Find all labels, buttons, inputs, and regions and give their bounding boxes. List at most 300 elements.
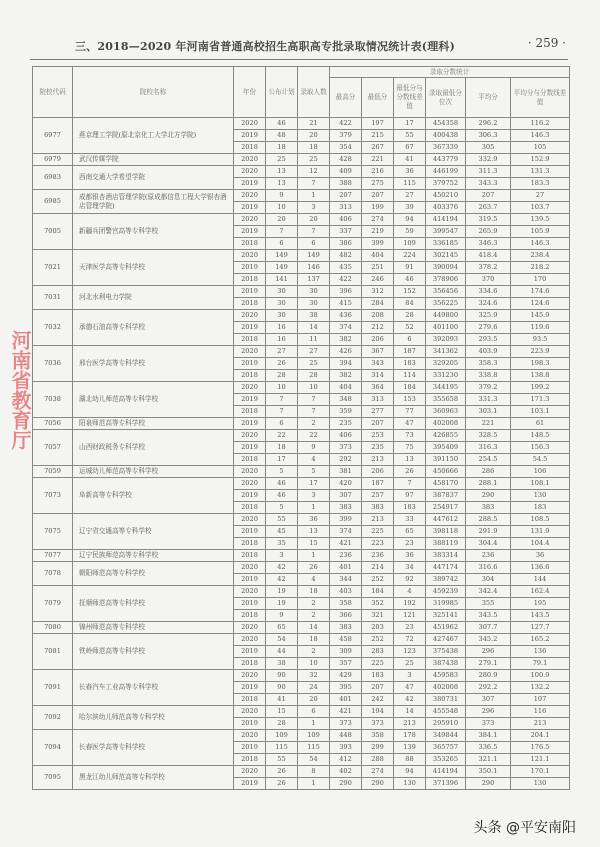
cell-admitted: 20 xyxy=(298,130,330,142)
cell-min-diff: 115 xyxy=(394,178,426,190)
cell-avg-diff: 213 xyxy=(511,718,570,730)
cell-avg: 304 xyxy=(466,574,511,586)
cell-max: 426 xyxy=(330,346,362,358)
cell-admitted: 27 xyxy=(298,346,330,358)
cell-plan: 54 xyxy=(266,634,298,646)
cell-year: 2019 xyxy=(234,418,266,430)
cell-avg: 288.1 xyxy=(466,478,511,490)
cell-max: 366 xyxy=(330,610,362,622)
school-code: 6983 xyxy=(33,166,73,190)
cell-avg: 334.6 xyxy=(466,286,511,298)
cell-avg-diff: 136 xyxy=(511,646,570,658)
cell-admitted: 2 xyxy=(298,418,330,430)
cell-plan: 18 xyxy=(266,142,298,154)
cell-admitted: 22 xyxy=(298,430,330,442)
header-min-diff: 最低分与分数线差值 xyxy=(394,78,426,118)
cell-avg: 319.5 xyxy=(466,214,511,226)
cell-admitted: 25 xyxy=(298,154,330,166)
table-row xyxy=(33,250,570,262)
table-row xyxy=(33,466,570,478)
cell-max: 409 xyxy=(330,166,362,178)
cell-avg: 370 xyxy=(466,274,511,286)
cell-avg: 379.2 xyxy=(466,382,511,394)
title-divider xyxy=(30,59,568,60)
cell-rank: 402008 xyxy=(426,682,466,694)
table-row xyxy=(33,154,570,166)
cell-admitted: 2 xyxy=(298,598,330,610)
cell-min: 299 xyxy=(362,742,394,754)
cell-max: 357 xyxy=(330,658,362,670)
cell-admitted: 9 xyxy=(298,442,330,454)
cell-year: 2018 xyxy=(234,454,266,466)
cell-rank: 355658 xyxy=(426,394,466,406)
cell-max: 373 xyxy=(330,442,362,454)
cell-min-diff: 7 xyxy=(394,478,426,490)
header-year: 年份 xyxy=(234,67,266,118)
cell-rank: 391150 xyxy=(426,454,466,466)
header-plan: 公布计划 xyxy=(266,67,298,118)
cell-min: 252 xyxy=(362,574,394,586)
cell-admitted: 137 xyxy=(298,274,330,286)
cell-admitted: 18 xyxy=(298,634,330,646)
cell-min-diff: 184 xyxy=(394,382,426,394)
cell-min-diff: 94 xyxy=(394,766,426,778)
cell-min: 283 xyxy=(362,646,394,658)
cell-avg-diff: 108.1 xyxy=(511,478,570,490)
cell-rank: 341362 xyxy=(426,346,466,358)
cell-max: 292 xyxy=(330,454,362,466)
cell-avg: 292.2 xyxy=(466,682,511,694)
cell-admitted: 1 xyxy=(298,550,330,562)
cell-year: 2020 xyxy=(234,466,266,478)
cell-min: 194 xyxy=(362,706,394,718)
cell-min-diff: 91 xyxy=(394,262,426,274)
school-name: 新疆兵团警官高等专科学校 xyxy=(73,214,234,250)
cell-plan: 19 xyxy=(266,598,298,610)
cell-max: 429 xyxy=(330,670,362,682)
school-name: 承德石油高等专科学校 xyxy=(73,310,234,346)
school-name: 武汉传媒学院 xyxy=(73,154,234,166)
cell-min-diff: 84 xyxy=(394,298,426,310)
cell-plan: 149 xyxy=(266,262,298,274)
cell-year: 2019 xyxy=(234,442,266,454)
cell-year: 2020 xyxy=(234,730,266,742)
cell-year: 2019 xyxy=(234,778,266,790)
cell-plan: 46 xyxy=(266,118,298,130)
cell-min: 352 xyxy=(362,598,394,610)
cell-year: 2018 xyxy=(234,658,266,670)
cell-min: 321 xyxy=(362,610,394,622)
cell-admitted: 1 xyxy=(298,718,330,730)
table-row xyxy=(33,190,570,202)
cell-year: 2019 xyxy=(234,358,266,370)
cell-avg: 290 xyxy=(466,490,511,502)
cell-avg: 296.2 xyxy=(466,118,511,130)
cell-min: 277 xyxy=(362,406,394,418)
cell-avg: 355 xyxy=(466,598,511,610)
cell-admitted: 21 xyxy=(298,118,330,130)
cell-rank: 458170 xyxy=(426,478,466,490)
cell-avg: 328.5 xyxy=(466,430,511,442)
header-min: 最低分 xyxy=(362,78,394,118)
cell-min: 358 xyxy=(362,730,394,742)
table-row xyxy=(33,730,570,742)
cell-min-diff: 3 xyxy=(394,670,426,682)
cell-avg-diff: 103.7 xyxy=(511,202,570,214)
cell-rank: 447174 xyxy=(426,562,466,574)
cell-min-diff: 97 xyxy=(394,490,426,502)
cell-admitted: 28 xyxy=(298,370,330,382)
cell-admitted: 5 xyxy=(298,466,330,478)
cell-max: 406 xyxy=(330,214,362,226)
cell-min: 314 xyxy=(362,370,394,382)
cell-min: 208 xyxy=(362,310,394,322)
cell-admitted: 20 xyxy=(298,214,330,226)
school-name: 阜新高等专科学校 xyxy=(73,478,234,514)
cell-max: 421 xyxy=(330,538,362,550)
cell-min: 343 xyxy=(362,358,394,370)
cell-avg-diff: 204.1 xyxy=(511,730,570,742)
cell-year: 2020 xyxy=(234,118,266,130)
cell-avg-diff: 198.3 xyxy=(511,358,570,370)
cell-year: 2020 xyxy=(234,214,266,226)
cell-max: 388 xyxy=(330,178,362,190)
cell-max: 309 xyxy=(330,646,362,658)
cell-avg: 316.3 xyxy=(466,442,511,454)
cell-max: 337 xyxy=(330,226,362,238)
school-name: 邢台医学高等专科学校 xyxy=(73,346,234,382)
school-name: 长春医学高等专科学校 xyxy=(73,730,234,766)
cell-max: 383 xyxy=(330,502,362,514)
cell-year: 2020 xyxy=(234,154,266,166)
cell-plan: 5 xyxy=(266,466,298,478)
school-code: 7021 xyxy=(33,250,73,286)
cell-max: 421 xyxy=(330,706,362,718)
cell-admitted: 6 xyxy=(298,706,330,718)
cell-rank: 451962 xyxy=(426,622,466,634)
cell-min-diff: 39 xyxy=(394,202,426,214)
cell-avg: 324.6 xyxy=(466,298,511,310)
cell-avg: 296 xyxy=(466,706,511,718)
cell-year: 2019 xyxy=(234,718,266,730)
cell-min: 404 xyxy=(362,250,394,262)
school-name: 河北水利电力学院 xyxy=(73,286,234,310)
table-body xyxy=(33,118,570,790)
cell-admitted: 149 xyxy=(298,250,330,262)
cell-rank: 402008 xyxy=(426,418,466,430)
table-row xyxy=(33,310,570,322)
cell-min-diff: 73 xyxy=(394,430,426,442)
cell-max: 374 xyxy=(330,322,362,334)
cell-rank: 450210 xyxy=(426,190,466,202)
cell-plan: 65 xyxy=(266,622,298,634)
cell-admitted: 2 xyxy=(298,610,330,622)
cell-plan: 35 xyxy=(266,538,298,550)
cell-min: 206 xyxy=(362,466,394,478)
cell-admitted: 30 xyxy=(298,286,330,298)
table-row xyxy=(33,634,570,646)
cell-year: 2018 xyxy=(234,538,266,550)
cell-avg: 311.3 xyxy=(466,166,511,178)
cell-avg-diff: 136.6 xyxy=(511,562,570,574)
header-avg: 平均分 xyxy=(466,78,511,118)
cell-plan: 38 xyxy=(266,658,298,670)
cell-year: 2018 xyxy=(234,274,266,286)
cell-min-diff: 23 xyxy=(394,622,426,634)
cell-rank: 302145 xyxy=(426,250,466,262)
cell-max: 394 xyxy=(330,358,362,370)
cell-max: 235 xyxy=(330,418,362,430)
school-code: 7094 xyxy=(33,730,73,766)
cell-avg-diff: 116.2 xyxy=(511,118,570,130)
cell-plan: 30 xyxy=(266,298,298,310)
cell-min-diff: 46 xyxy=(394,274,426,286)
cell-rank: 344195 xyxy=(426,382,466,394)
cell-admitted: 7 xyxy=(298,406,330,418)
cell-min-diff: 75 xyxy=(394,442,426,454)
cell-min: 187 xyxy=(362,478,394,490)
header-admitted: 录取人数 xyxy=(298,67,330,118)
cell-plan: 9 xyxy=(266,610,298,622)
cell-max: 402 xyxy=(330,766,362,778)
cell-rank: 414194 xyxy=(426,766,466,778)
cell-rank: 331230 xyxy=(426,370,466,382)
cell-rank: 388119 xyxy=(426,538,466,550)
school-name: 阳泉师范高等专科学校 xyxy=(73,418,234,430)
cell-avg-diff: 107 xyxy=(511,694,570,706)
cell-avg-diff: 119.6 xyxy=(511,322,570,334)
school-code: 7057 xyxy=(33,430,73,466)
footer-credit: 头条 @平安南阳 xyxy=(473,820,576,836)
table-row xyxy=(33,418,570,430)
cell-min-diff: 4 xyxy=(394,586,426,598)
table-row xyxy=(33,670,570,682)
cell-avg-diff: 121.1 xyxy=(511,754,570,766)
cell-min: 383 xyxy=(362,502,394,514)
cell-min-diff: 47 xyxy=(394,418,426,430)
cell-avg: 336.5 xyxy=(466,742,511,754)
school-code: 7032 xyxy=(33,310,73,346)
cell-max: 373 xyxy=(330,718,362,730)
cell-plan: 90 xyxy=(266,670,298,682)
cell-avg: 265.9 xyxy=(466,226,511,238)
cell-rank: 454358 xyxy=(426,118,466,130)
cell-max: 382 xyxy=(330,370,362,382)
cell-admitted: 10 xyxy=(298,658,330,670)
cell-max: 379 xyxy=(330,130,362,142)
cell-plan: 109 xyxy=(266,730,298,742)
cell-rank: 447612 xyxy=(426,514,466,526)
cell-avg-diff: 124.6 xyxy=(511,298,570,310)
cell-year: 2019 xyxy=(234,598,266,610)
cell-rank: 378906 xyxy=(426,274,466,286)
cell-plan: 7 xyxy=(266,406,298,418)
cell-min-diff: 6 xyxy=(394,334,426,346)
cell-max: 313 xyxy=(330,202,362,214)
cell-min: 207 xyxy=(362,190,394,202)
cell-max: 358 xyxy=(330,598,362,610)
cell-year: 2020 xyxy=(234,562,266,574)
cell-admitted: 6 xyxy=(298,238,330,250)
cell-avg-diff: 146.3 xyxy=(511,238,570,250)
cell-avg: 307.7 xyxy=(466,622,511,634)
cell-avg: 296 xyxy=(466,646,511,658)
cell-max: 422 xyxy=(330,118,362,130)
school-name: 锦州师范高等专科学校 xyxy=(73,622,234,634)
cell-min-diff: 47 xyxy=(394,682,426,694)
cell-avg: 338.8 xyxy=(466,370,511,382)
cell-max: 415 xyxy=(330,298,362,310)
cell-rank: 450666 xyxy=(426,466,466,478)
table-row xyxy=(33,118,570,130)
school-name: 抚顺师范高等专科学校 xyxy=(73,586,234,622)
school-code: 7095 xyxy=(33,766,73,790)
cell-min: 274 xyxy=(362,766,394,778)
cell-max: 348 xyxy=(330,394,362,406)
cell-plan: 42 xyxy=(266,562,298,574)
cell-min: 246 xyxy=(362,274,394,286)
school-code: 7036 xyxy=(33,346,73,382)
school-name: 长春汽车工业高等专科学校 xyxy=(73,670,234,706)
cell-year: 2019 xyxy=(234,742,266,754)
cell-min: 252 xyxy=(362,634,394,646)
cell-avg: 290 xyxy=(466,778,511,790)
cell-plan: 9 xyxy=(266,190,298,202)
cell-rank: 325141 xyxy=(426,610,466,622)
cell-avg: 221 xyxy=(466,418,511,430)
cell-avg: 280.9 xyxy=(466,670,511,682)
cell-admitted: 3 xyxy=(298,490,330,502)
table-row xyxy=(33,514,570,526)
cell-avg: 306.3 xyxy=(466,130,511,142)
cell-plan: 30 xyxy=(266,286,298,298)
cell-admitted: 4 xyxy=(298,454,330,466)
cell-max: 482 xyxy=(330,250,362,262)
table-row xyxy=(33,346,570,358)
cell-rank: 399547 xyxy=(426,226,466,238)
cell-rank: 336185 xyxy=(426,238,466,250)
cell-rank: 375438 xyxy=(426,646,466,658)
cell-admitted: 25 xyxy=(298,358,330,370)
cell-max: 435 xyxy=(330,262,362,274)
cell-min-diff: 130 xyxy=(394,778,426,790)
cell-year: 2020 xyxy=(234,190,266,202)
cell-plan: 141 xyxy=(266,274,298,286)
cell-admitted: 24 xyxy=(298,682,330,694)
header-max: 最高分 xyxy=(330,78,362,118)
cell-avg-diff: 238.4 xyxy=(511,250,570,262)
cell-avg: 316.6 xyxy=(466,562,511,574)
cell-min: 290 xyxy=(362,778,394,790)
cell-avg: 384.1 xyxy=(466,730,511,742)
cell-min: 236 xyxy=(362,550,394,562)
cell-avg-diff: 116 xyxy=(511,706,570,718)
cell-avg: 236 xyxy=(466,550,511,562)
cell-admitted: 146 xyxy=(298,262,330,274)
cell-min-diff: 77 xyxy=(394,406,426,418)
cell-year: 2019 xyxy=(234,286,266,298)
cell-max: 401 xyxy=(330,562,362,574)
cell-admitted: 54 xyxy=(298,754,330,766)
school-code: 7077 xyxy=(33,550,73,562)
cell-min-diff: 88 xyxy=(394,754,426,766)
cell-admitted: 26 xyxy=(298,562,330,574)
school-name: 辽宁省交通高等专科学校 xyxy=(73,514,234,550)
cell-plan: 20 xyxy=(266,214,298,226)
cell-min-diff: 213 xyxy=(394,718,426,730)
cell-rank: 371396 xyxy=(426,778,466,790)
cell-min-diff: 36 xyxy=(394,166,426,178)
cell-max: 383 xyxy=(330,622,362,634)
cell-min-diff: 183 xyxy=(394,358,426,370)
cell-admitted: 8 xyxy=(298,766,330,778)
cell-min: 214 xyxy=(362,562,394,574)
cell-rank: 400438 xyxy=(426,130,466,142)
cell-admitted: 18 xyxy=(298,142,330,154)
cell-max: 386 xyxy=(330,238,362,250)
cell-plan: 16 xyxy=(266,334,298,346)
cell-plan: 28 xyxy=(266,370,298,382)
cell-avg: 291.9 xyxy=(466,526,511,538)
cell-avg: 346.3 xyxy=(466,238,511,250)
cell-year: 2019 xyxy=(234,394,266,406)
cell-plan: 6 xyxy=(266,238,298,250)
school-name: 哈尔滨幼儿师范高等专科学校 xyxy=(73,706,234,730)
cell-plan: 13 xyxy=(266,166,298,178)
cell-min-diff: 178 xyxy=(394,730,426,742)
cell-max: 382 xyxy=(330,334,362,346)
cell-max: 422 xyxy=(330,274,362,286)
cell-min-diff: 23 xyxy=(394,538,426,550)
cell-avg-diff: 183.3 xyxy=(511,178,570,190)
table-row xyxy=(33,478,570,490)
school-name: 辽宁民族师范高等专科学校 xyxy=(73,550,234,562)
school-code: 7031 xyxy=(33,286,73,310)
table-row xyxy=(33,166,570,178)
cell-min-diff: 94 xyxy=(394,214,426,226)
cell-plan: 15 xyxy=(266,706,298,718)
cell-avg-diff: 165.2 xyxy=(511,634,570,646)
cell-avg: 288.5 xyxy=(466,514,511,526)
cell-admitted: 7 xyxy=(298,178,330,190)
school-name: 燕京理工学院(原北京化工大学北方学院) xyxy=(73,118,234,154)
page-number: · 259 · xyxy=(527,36,566,50)
cell-rank: 349844 xyxy=(426,730,466,742)
cell-avg: 254.5 xyxy=(466,454,511,466)
cell-max: 207 xyxy=(330,190,362,202)
school-code: 7073 xyxy=(33,478,73,514)
cell-year: 2020 xyxy=(234,634,266,646)
cell-min: 399 xyxy=(362,238,394,250)
cell-avg-diff: 54.5 xyxy=(511,454,570,466)
table-row xyxy=(33,430,570,442)
cell-rank: 401100 xyxy=(426,322,466,334)
cell-min-diff: 92 xyxy=(394,574,426,586)
cell-year: 2019 xyxy=(234,178,266,190)
cell-rank: 426855 xyxy=(426,430,466,442)
cell-plan: 10 xyxy=(266,382,298,394)
cell-avg: 321.1 xyxy=(466,754,511,766)
cell-plan: 25 xyxy=(266,154,298,166)
cell-plan: 7 xyxy=(266,394,298,406)
cell-min-diff: 25 xyxy=(394,658,426,670)
cell-min: 284 xyxy=(362,298,394,310)
cell-min: 206 xyxy=(362,334,394,346)
cell-rank: 365757 xyxy=(426,742,466,754)
cell-avg-diff: 79.1 xyxy=(511,658,570,670)
cell-min: 203 xyxy=(362,622,394,634)
cell-max: 359 xyxy=(330,406,362,418)
